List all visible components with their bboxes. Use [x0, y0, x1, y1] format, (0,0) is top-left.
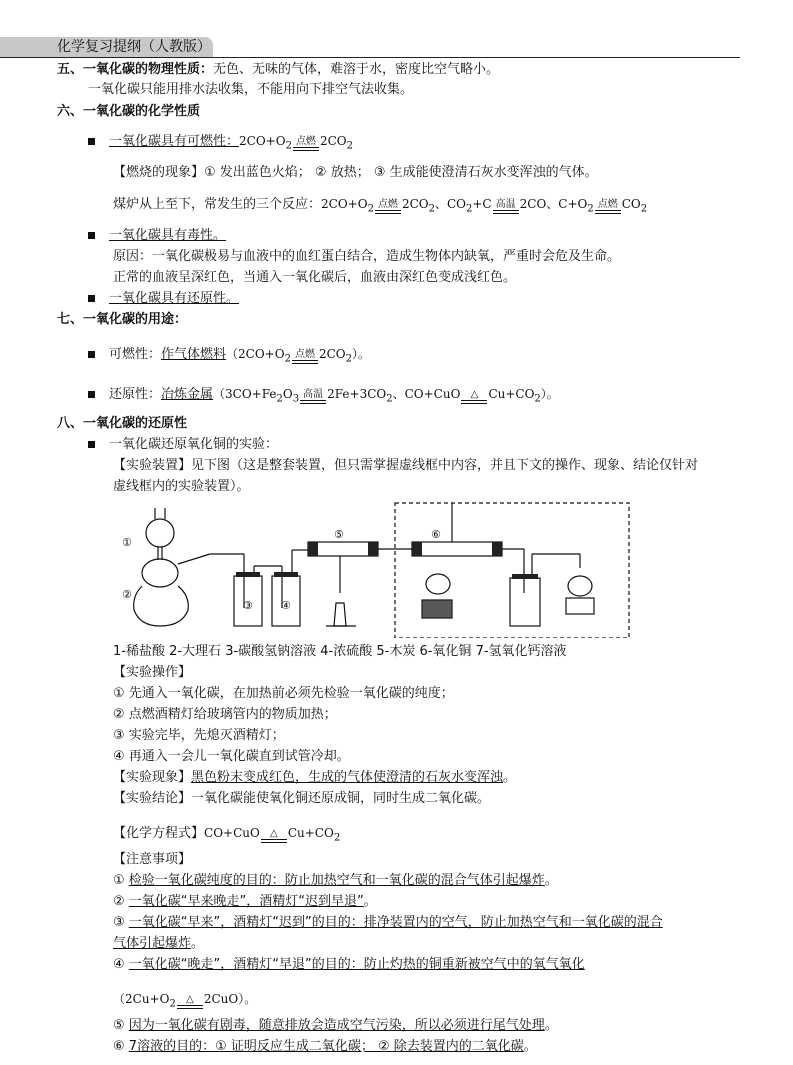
combustibility-label: 一氧化碳具有可燃性： [109, 134, 240, 149]
label-2: ② [122, 588, 132, 601]
combustibility-bullet [88, 132, 353, 155]
operation-1: ① 先通入一氧化碳，在加热前必须先检验一氧化碳的纯度； [113, 686, 454, 701]
section-5 [57, 61, 499, 79]
label-5: ⑤ [334, 528, 344, 541]
section-5-line2: 一氧化碳只能用排水法收集，不能用向下排空气法收集。 [88, 82, 414, 97]
bullet-square [88, 351, 95, 358]
blood-color: 正常的血液呈深红色，当通入一氧化碳后，血液由深红色变成浅红色。 [113, 270, 517, 285]
note-1: ① 检验一氧化碳纯度的目的：防止加热空气和一氧化碳的混合气体引起爆炸。 [113, 873, 558, 888]
combustion-equation: $2CO+O_2$ 点燃 $2CO_2$ [239, 134, 353, 152]
section-8-title: 八、一氧化碳的还原性 [57, 416, 188, 431]
conclusion: 【实验结论】一氧化碳能使氧化铜还原成铜，同时生成二氧化碳。 [113, 791, 491, 806]
operations-title: 【实验操作】 [113, 665, 192, 680]
apparatus-legend: 1-稀盐酸 2-大理石 3-碳酸氢钠溶液 4-浓硫酸 5-木炭 6-氧化铜 7-氢氧化钙溶液 [113, 644, 567, 659]
section-5-desc: 无色、无味的气体，难溶于水，密度比空气略小。 [213, 62, 500, 77]
setup-line2: 虚线框内的实验装置）。 [113, 479, 250, 494]
label-3: ③ [243, 599, 253, 612]
apparatus-diagram [112, 498, 632, 638]
note-3-cont: 气体引起爆炸。 [113, 936, 205, 951]
fuel-use: 可燃性：作气体燃料（$2CO+O_2$ 点燃 $2CO_2$）。 [88, 345, 370, 368]
label-6: ⑥ [431, 528, 441, 541]
section-5-title: 五、一氧化碳的物理性质： [57, 62, 214, 77]
setup-line1: 【实验装置】见下图（这是整套装置，但只需掌握虚线框中内容，并且下文的操作、现象、结论仅针对 [113, 458, 699, 473]
toxicity-label: 一氧化碳具有毒性。 [109, 228, 227, 243]
combustion-phenomenon: 【燃烧的现象】① 发出蓝色火焰； ② 放热； ③ 生成能使澄清石灰水变浑浊的气体。 [113, 165, 598, 180]
header-rule [0, 57, 740, 58]
experiment-bullet: 一氧化碳还原氧化铜的实验： [88, 436, 278, 454]
bullet-square [88, 232, 95, 239]
label-1: ① [122, 536, 132, 549]
note-4: ④ 一氧化碳“晚走”，酒精灯“早退”的目的：防止灼热的铜重新被空气中的氧气氧化 [113, 957, 585, 972]
note-3: ③ 一氧化碳“早来”，酒精灯“迟到”的目的：排净装置内的空气，防止加热空气和一氧化碳的混合 [113, 915, 663, 930]
phenomenon: 【实验现象】黑色粉末变成红色，生成的气体使澄清的石灰水变浑浊。 [113, 770, 517, 785]
notes-title: 【注意事项】 [113, 852, 192, 867]
note-5: ⑤ 因为一氧化碳有剧毒，随意排放会造成空气污染，所以必须进行尾气处理。 [113, 1018, 558, 1033]
reducibility-label: 一氧化碳具有还原性。 [109, 291, 240, 306]
section-6-title: 六、一氧化碳的化学性质 [57, 104, 201, 119]
metal-smelting: 还原性：冶炼金属（$3CO+Fe_2O_3$ 高温 $2Fe+3CO_2$、CO+CuO △ $Cu+CO_2$）。 [88, 385, 559, 408]
bullet-square [88, 295, 95, 302]
note-4-equation: （$2Cu+O_2$ △ 2CuO）。 [113, 992, 257, 1010]
stove-reactions: 煤炉从上至下，常发生的三个反应：$2CO+O_2$ 点燃 $2CO_2$、$CO_2+C$ 高温 2CO、$C+O_2$ 点燃 $CO_2$ [113, 197, 648, 215]
toxicity-bullet [88, 227, 226, 245]
note-6: ⑥ 7溶液的目的：① 证明反应生成二氧化碳； ② 除去装置内的二氧化碳。 [113, 1039, 537, 1054]
bullet-square [88, 391, 95, 398]
operation-2: ② 点燃酒精灯给玻璃管内的物质加热； [113, 707, 337, 722]
reducibility-bullet [88, 290, 239, 308]
header-title: 化学复习提纲（人教版） [57, 39, 211, 55]
chemical-equation: 【化学方程式】CO+CuO △ $Cu+CO_2$ [113, 826, 341, 844]
operation-4: ④ 再通入一会儿一氧化碳直到试管冷却。 [113, 749, 350, 764]
bullet-square [88, 138, 95, 145]
bullet-square [88, 441, 95, 448]
toxicity-reason: 原因：一氧化碳极易与血液中的血红蛋白结合，造成生物体内缺氧，严重时会危及生命。 [113, 249, 621, 264]
note-2: ② 一氧化碳“早来晚走”，酒精灯“迟到早退”。 [113, 894, 377, 909]
label-4: ④ [281, 599, 291, 612]
section-7-title: 七、一氧化碳的用途： [57, 312, 188, 327]
operation-3: ③ 实验完毕，先熄灭酒精灯； [113, 728, 285, 743]
